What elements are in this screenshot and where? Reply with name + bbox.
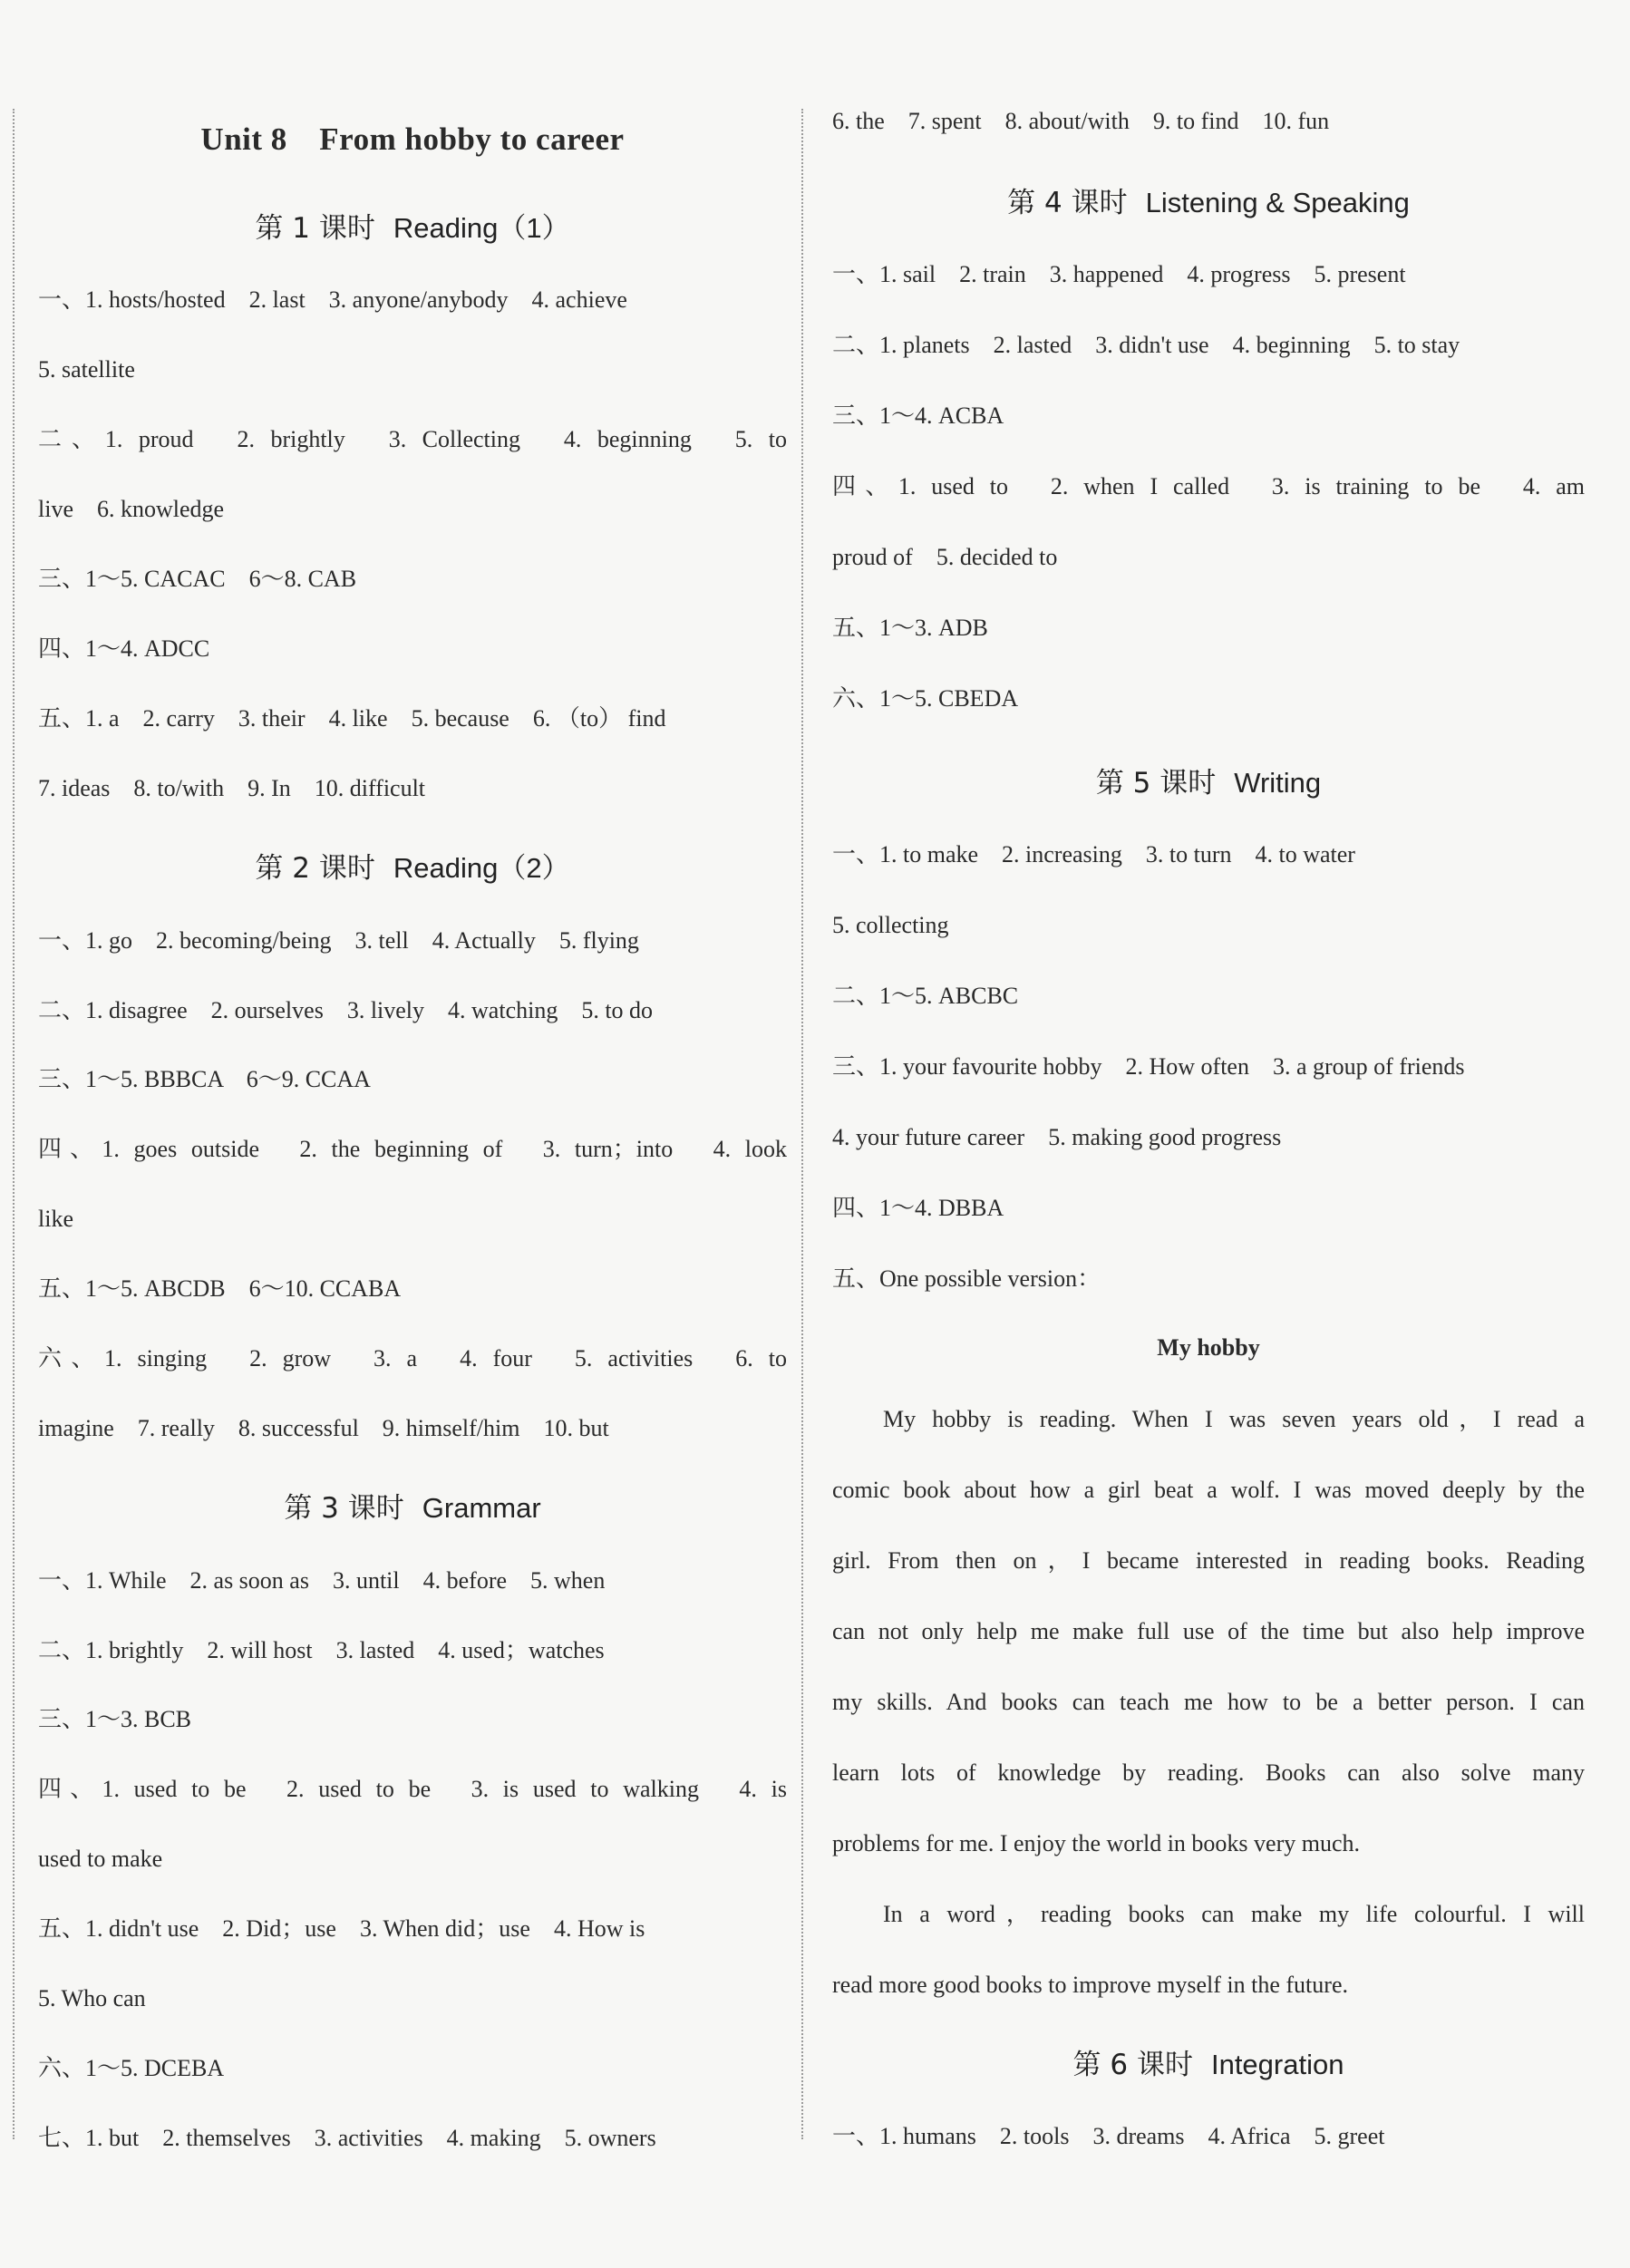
lesson-number: 第 2 课时: [255, 852, 375, 885]
answer-line: 三、1. your favourite hobby 2. How often 3. a group of friends: [832, 1053, 1465, 1080]
answer-line: 一、1. go 2. becoming/being 3. tell 4. Actually 5. flying: [38, 927, 639, 954]
answer-line: 4. your future career 5. making good progress: [832, 1124, 1282, 1150]
lesson-name: Reading（1）: [393, 212, 570, 244]
answer-line: used to make: [38, 1846, 163, 1872]
answer-line: 三、1～3. BCB: [38, 1706, 192, 1732]
answer-line: 5. Who can: [38, 1985, 146, 2011]
lesson-heading: [38, 205, 787, 246]
lesson-number: 第 4 课时: [1007, 187, 1128, 219]
answer-line: 七、1. but 2. themselves 3. activities 4. making 5. owners: [38, 2125, 656, 2151]
answer-line: 四、1. goes outside 2. the beginning of 3. turn；into 4. look: [38, 1136, 787, 1162]
answer-line: 6. the 7. spent 8. about/with 9. to find 10. fun: [832, 108, 1330, 134]
answer-line: 四、1. used to 2. when I called 3. is training to be 4. am: [832, 473, 1585, 499]
essay-line: My hobby is reading. When I was seven years old，I read a: [883, 1406, 1585, 1432]
answer-line: 一、1. humans 2. tools 3. dreams 4. Africa 5. greet: [832, 2123, 1385, 2149]
answer-line: 五、1～3. ADB: [832, 615, 988, 641]
answer-line: 二、1. brightly 2. will host 3. lasted 4. used；watches: [38, 1637, 605, 1663]
essay-line: girl. From then on，I became interested in reading books. Reading: [832, 1547, 1585, 1574]
column-divider: [801, 109, 803, 2139]
essay-line: read more good books to improve myself in the future.: [832, 1972, 1348, 1998]
answer-line: 7. ideas 8. to/with 9. In 10. difficult: [38, 775, 426, 801]
answer-line: 一、1. While 2. as soon as 3. until 4. before 5. when: [38, 1567, 606, 1594]
answer-line: 五、One possible version：: [832, 1265, 1101, 1292]
essay-line: problems for me. I enjoy the world in books very much.: [832, 1830, 1360, 1856]
answer-line: 三、1～5. BBBCA 6～9. CCAA: [38, 1066, 371, 1092]
essay-title: My hobby: [1157, 1334, 1260, 1361]
essay-line: comic book about how a girl beat a wolf. I was moved deeply by the: [832, 1477, 1585, 1503]
lesson-name: Integration: [1210, 2049, 1344, 2080]
essay-line: In a word，reading books can make my life colourful. I will: [883, 1901, 1585, 1927]
lesson-number: 第 5 课时: [1095, 767, 1217, 800]
lesson-number: 第 6 课时: [1072, 2049, 1193, 2081]
answer-line: 一、1. hosts/hosted 2. last 3. anyone/anybody 4. achieve: [38, 286, 627, 313]
lesson-name: Writing: [1234, 767, 1322, 799]
answer-line: 六、1～5. CBEDA: [832, 685, 1019, 712]
lesson-name: Listening & Speaking: [1145, 187, 1410, 218]
lesson-name: Reading（2）: [393, 852, 570, 884]
answer-line: 二、1. proud 2. brightly 3. Collecting 4. beginning 5. to: [38, 426, 787, 452]
lesson-heading: [38, 845, 787, 886]
answer-line: proud of 5. decided to: [832, 544, 1058, 570]
essay-line: can not only help me make full use of the time but also help improve: [832, 1618, 1585, 1644]
answer-line: 四、1～4. DBBA: [832, 1195, 1004, 1221]
lesson-name: Grammar: [422, 1492, 541, 1524]
unit-title: Unit 8 From hobby to career: [200, 121, 625, 157]
answer-line: live 6. knowledge: [38, 496, 225, 522]
lesson-number: 第 1 课时: [255, 212, 375, 245]
left-margin-rule: [13, 109, 15, 2139]
lesson-heading: [38, 1485, 787, 1526]
answer-line: 二、1～5. ABCBC: [832, 983, 1019, 1009]
lesson-number: 第 3 课时: [284, 1492, 404, 1525]
answer-line: 五、1～5. ABCDB 6～10. CCABA: [38, 1275, 402, 1302]
answer-line: 一、1. sail 2. train 3. happened 4. progress 5. present: [832, 261, 1406, 287]
essay-line: learn lots of knowledge by reading. Books can also solve many: [832, 1759, 1585, 1786]
answer-line: 一、1. to make 2. increasing 3. to turn 4. to water: [832, 841, 1355, 867]
lesson-heading: [832, 760, 1585, 800]
answer-line: 六、1～5. DCEBA: [38, 2055, 225, 2081]
answer-line: 二、1. planets 2. lasted 3. didn't use 4. beginning 5. to stay: [832, 332, 1460, 358]
answer-line: like: [38, 1206, 73, 1232]
answer-line: 二、1. disagree 2. ourselves 3. lively 4. watching 5. to do: [38, 997, 654, 1023]
answer-line: 四、1～4. ADCC: [38, 635, 210, 662]
answer-line: 五、1. a 2. carry 3. their 4. like 5. because 6. （to） find: [38, 705, 666, 732]
answer-line: imagine 7. really 8. successful 9. himself/him 10. but: [38, 1415, 609, 1441]
answer-line: 5. collecting: [832, 912, 949, 938]
answer-line: 5. satellite: [38, 356, 135, 383]
lesson-heading: [832, 2041, 1585, 2082]
answer-line: 三、1～4. ACBA: [832, 402, 1004, 429]
essay-line: my skills. And books can teach me how to be a better person. I can: [832, 1689, 1585, 1715]
answer-line: 六、1. singing 2. grow 3. a 4. four 5. activities 6. to: [38, 1345, 787, 1371]
answer-line: 四、1. used to be 2. used to be 3. is used to walking 4. is: [38, 1776, 787, 1802]
answer-line: 五、1. didn't use 2. Did；use 3. When did；use 4. How is: [38, 1915, 645, 1942]
answer-line: 三、1～5. CACAC 6～8. CAB: [38, 566, 357, 592]
lesson-heading: [832, 179, 1585, 220]
